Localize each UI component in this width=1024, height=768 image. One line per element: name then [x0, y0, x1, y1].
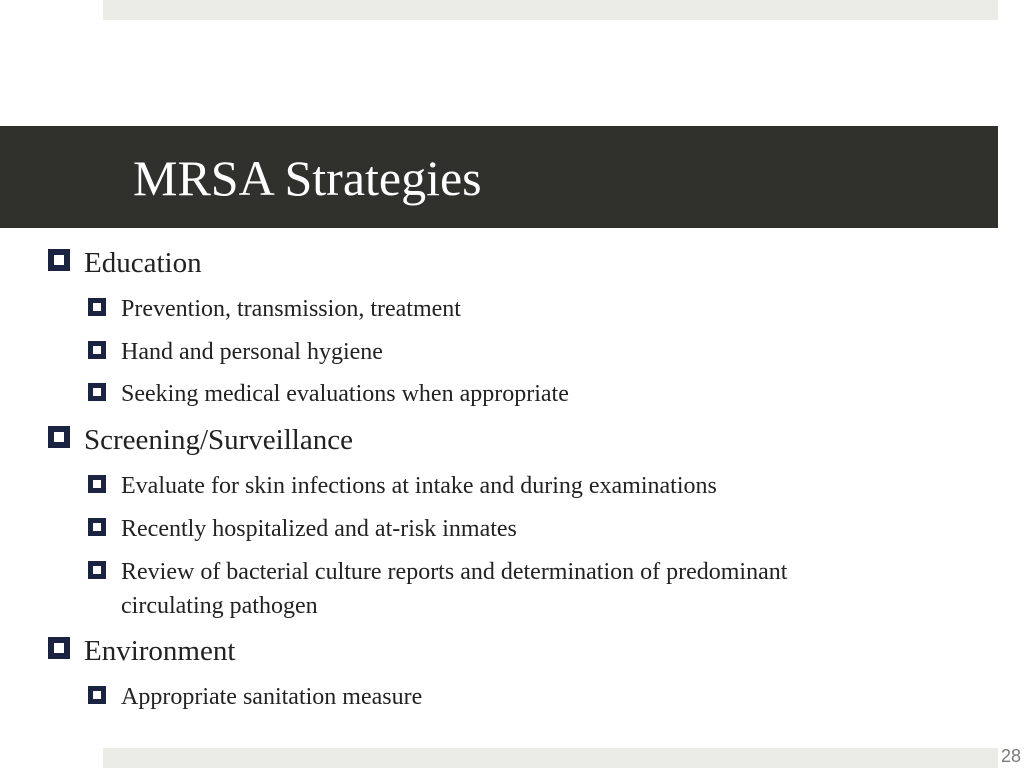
square-bullet-icon [88, 475, 106, 493]
square-bullet-icon [88, 686, 106, 704]
square-bullet-icon [48, 249, 70, 271]
square-bullet-icon [88, 561, 106, 579]
sub-bullet-label: Seeking medical evaluations when appropriate [121, 381, 569, 407]
sub-bullet-label: Review of bacterial culture reports and determination of predominant [121, 559, 788, 585]
square-bullet-icon [48, 637, 70, 659]
sub-bullet-label: Appropriate sanitation measure [121, 684, 423, 710]
sub-bullet-label: Hand and personal hygiene [121, 339, 383, 365]
bullet-label: Education [84, 247, 202, 279]
sub-bullet-label: Evaluate for skin infections at intake and during examinations [121, 473, 717, 499]
sub-bullet-label: Prevention, transmission, treatment [121, 296, 461, 322]
page-number: 28 [1000, 746, 1022, 766]
square-bullet-icon [88, 298, 106, 316]
bottom-accent-bar [103, 748, 998, 768]
sub-bullet-label: circulating pathogen [121, 593, 318, 619]
bullet-label: Screening/Surveillance [84, 424, 353, 456]
square-bullet-icon [48, 426, 70, 448]
bullet-label: Environment [84, 635, 236, 667]
square-bullet-icon [88, 518, 106, 536]
square-bullet-icon [88, 341, 106, 359]
slide-title: MRSA Strategies [133, 150, 482, 206]
sub-bullet-label: Recently hospitalized and at-risk inmates [121, 516, 517, 542]
square-bullet-icon [88, 383, 106, 401]
